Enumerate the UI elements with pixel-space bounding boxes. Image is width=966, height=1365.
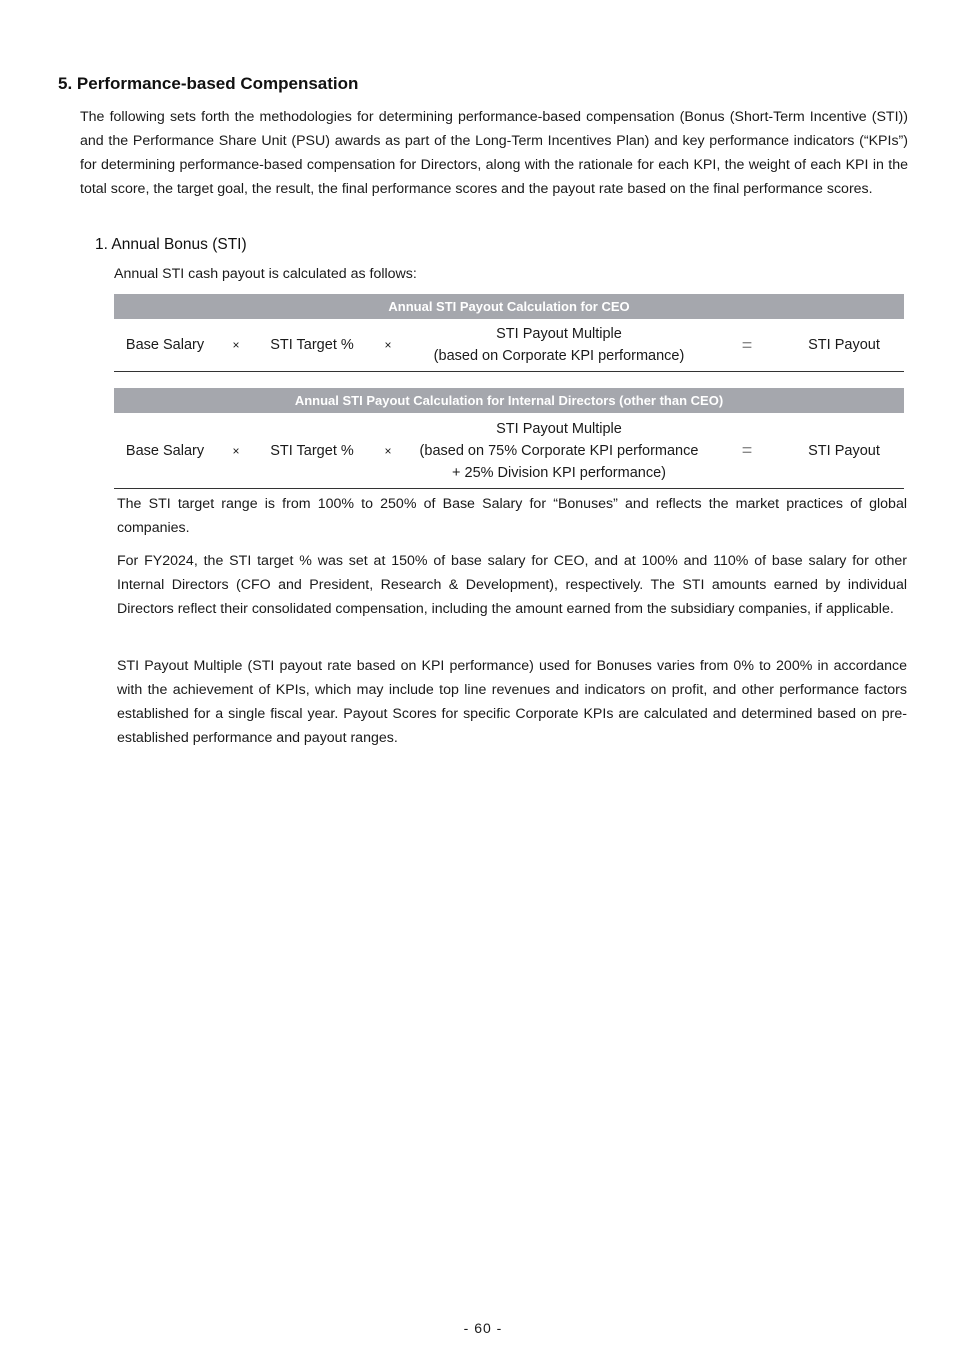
table-row xyxy=(114,413,904,489)
sti-payout-multiple-cell xyxy=(408,418,710,484)
multiply-operator: × xyxy=(384,443,392,458)
paragraph-sti-target-range: The STI target range is from 100% to 250% of Base Salary for “Bonuses” and reflects the market practices of global companies. xyxy=(117,496,907,536)
multiple-line-2: (based on 75% Corporate KPI performance xyxy=(419,442,699,459)
table-header: Annual STI Payout Calculation for CEO xyxy=(114,294,904,319)
multiply-operator: × xyxy=(232,443,240,458)
table-header: Annual STI Payout Calculation for Internal Directors (other than CEO) xyxy=(114,388,904,413)
sti-payout-cell: STI Payout xyxy=(808,442,880,459)
paragraph-fy2024-targets: For FY2024, the STI target % was set at 150% of base salary for CEO, and at 100% and 110% of base salary for other Internal Directors (CFO and President, Research & Development), respectively. The STI amounts earned by individual Directors reflect their consolidated compensation, including the amount earned from the subsidiary companies, if applicable. xyxy=(117,553,907,617)
directors-sti-calculation-table xyxy=(114,388,904,489)
sti-payout-multiple-cell xyxy=(408,323,710,367)
sti-target-cell: STI Target % xyxy=(270,337,354,353)
table-row xyxy=(114,319,904,372)
multiple-line-1: STI Payout Multiple xyxy=(496,420,622,437)
section-intro: The following sets forth the methodologies for determining performance-based compensation (Bonus (Short-Term Incentive (STI)) and the Performance Share Unit (PSU) awards as part of the Long-Term Incentives Plan) and key performance indicators (“KPIs”) for determining performance-based compensation for Directors, along with the rationale for each KPI, the weight of each KPI in the total score, the target goal, the result, the final performance scores and the payout rate based on the final performance scores. xyxy=(80,109,908,197)
multiple-line-1: STI Payout Multiple xyxy=(496,326,622,342)
section-title: 5. Performance-based Compensation xyxy=(58,74,359,93)
equals-operator: = xyxy=(741,440,753,460)
multiply-operator: × xyxy=(384,338,392,352)
sti-target-cell: STI Target % xyxy=(270,442,354,459)
calculation-lead-text: Annual STI cash payout is calculated as follows: xyxy=(114,266,417,282)
base-salary-cell: Base Salary xyxy=(125,337,205,353)
base-salary-cell: Base Salary xyxy=(125,442,205,459)
sti-payout-cell: STI Payout xyxy=(808,337,880,353)
subsection-heading: 1. Annual Bonus (STI) xyxy=(95,236,247,253)
multiply-operator: × xyxy=(232,338,240,352)
multiple-line-2: (based on Corporate KPI performance) xyxy=(433,348,685,364)
equals-operator: = xyxy=(741,334,753,355)
multiple-line-3: + 25% Division KPI performance) xyxy=(452,464,666,481)
ceo-sti-calculation-table xyxy=(114,294,904,372)
paragraph-payout-multiple: STI Payout Multiple (STI payout rate based on KPI performance) used for Bonuses varies from 0% to 200% in accordance with the achievement of KPIs, which may include top line revenues and indicators on profit, and other performance factors established for a single fiscal year. Payout Scores for specific Corporate KPIs are calculated and determined based on pre-established performance and payout ranges. xyxy=(117,658,907,746)
page-number: - 60 - xyxy=(463,1320,503,1336)
